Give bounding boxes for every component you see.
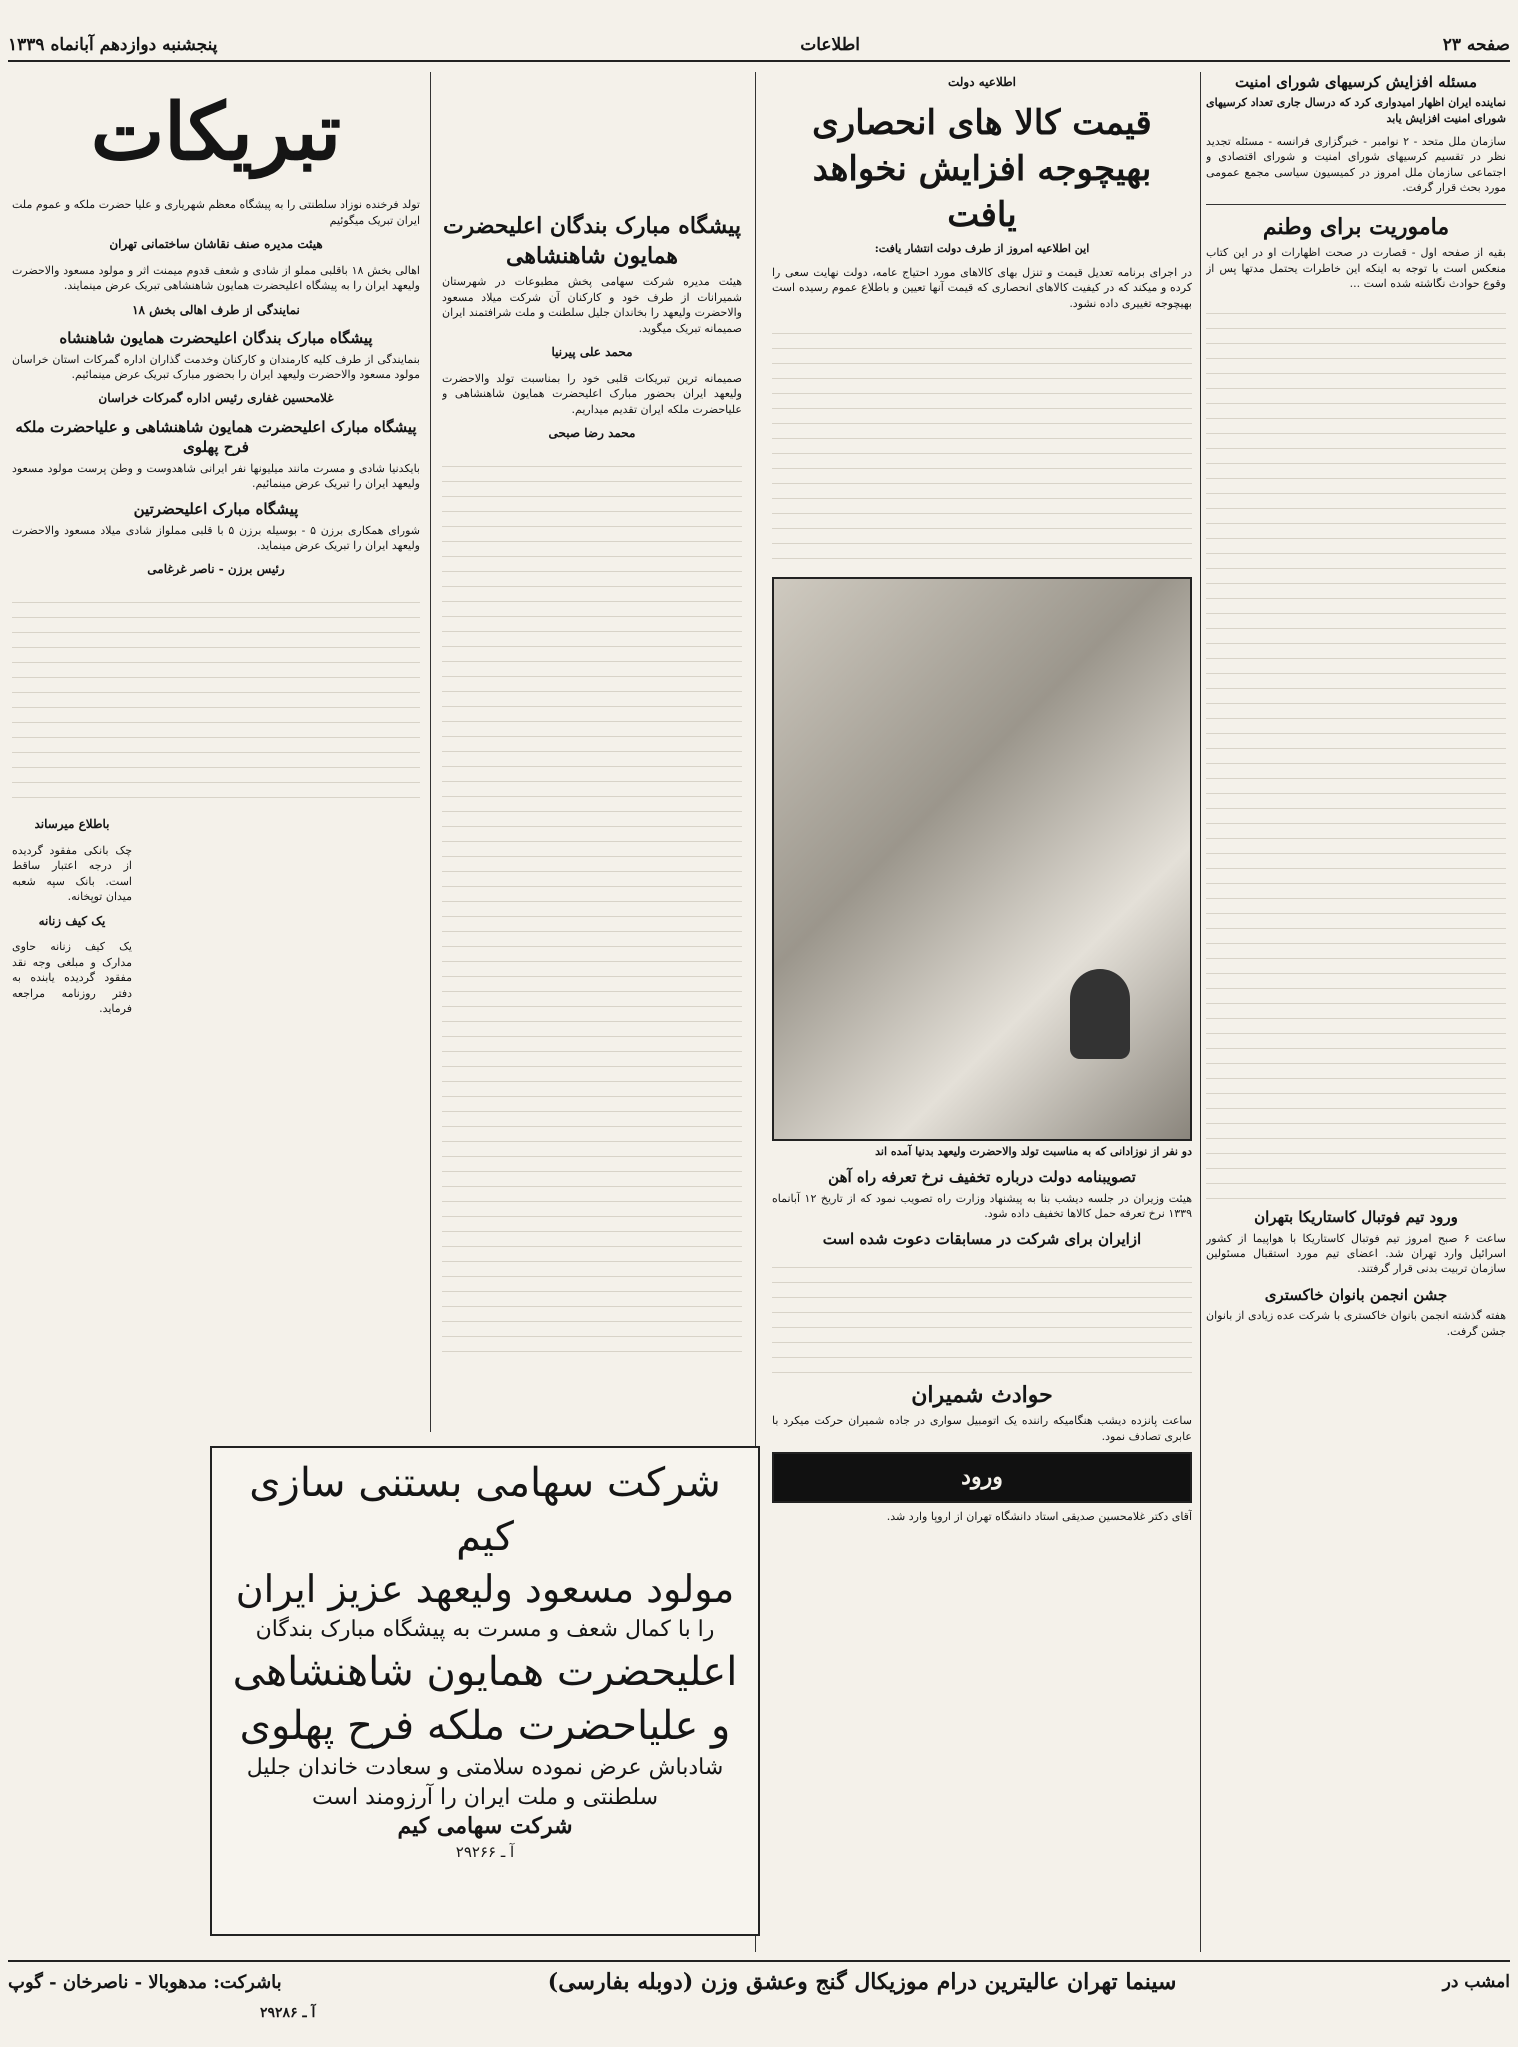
kim-ice-cream-ad <box>210 1446 760 1936</box>
article-title: پیشگاه مبارک اعلیحضرت همایون شاهنشاهی و علیاحضرت ملکه فرح پهلوی <box>15 418 417 457</box>
article-body: بایکدنیا شادی و مسرت مانند میلیونها نفر ایرانی شاهدوست و وطن پرست مولود مسعود ولیعهد ایران را تبریک عرض مینمائیم. <box>12 461 420 491</box>
ad-line: اعلیحضرت همایون شاهنشاهی <box>232 1648 738 1695</box>
notice-tag: اطلاعیه دولت <box>947 75 1016 89</box>
cinema-prefix: امشب در <box>1442 1972 1510 1992</box>
article-title: جشن انجمن بانوان خاکستری <box>1264 1285 1448 1304</box>
article-body: سازمان ملل متحد - ۲ نوامبر - خبرگزاری فرانسه - مسئله تجدید نظر در تقسیم کرسیهای شورای امنیت و شورای اقتصادی و اجتماعی سازمان ملل امروز در کمیسیون سیاسی مجمع عمومی مورد بحث قرار گرفت. <box>1206 135 1506 195</box>
ad-line: مولود مسعود ولیعهد عزیز ایران <box>235 1567 735 1611</box>
article-title: تصویبنامه دولت درباره تخفیف نرخ تعرفه راه آهن <box>828 1168 1136 1187</box>
column-center-right <box>772 72 1192 1952</box>
article-body: در اجرای برنامه تعدیل قیمت و تنزل بهای کالاهای مورد احتیاج عامه، دولت نهایت سعی را کرده و میکند که در کیفیت کالاهای انحصاری که قیمت آنها تعیین و باطلاع عموم رسیده است بهیچوجه تغییری داده نشود. <box>772 265 1192 310</box>
photo-caption: دو نفر از نوزادانی که به مناسبت تولد والاحضرت ولیعهد بدنیا آمده اند <box>875 1145 1192 1159</box>
article-body: بقیه از صفحه اول - قصارت در صحت اظهارات او در این کتاب منعکس است با توجه به اینکه این خاطرات یحتمل مدتها پس از وقوع حوادث نگاشته شده است ... <box>1206 246 1506 291</box>
cinema-cast: باشرکت: مدهوبالا - ناصرخان - گوپ <box>8 1971 282 1993</box>
cinema-ad-bar <box>8 1960 1510 2002</box>
article-body: ساعت ۶ صبح امروز تیم فوتبال کاستاریکا با هواپیما از کشور اسرائیل وارد تهران شد. اعضای تیم مورد استقبال مسئولین سازمان تربیت بدنی قرار گرفتند. <box>1206 1231 1506 1276</box>
article-title: ماموریت برای وطنم <box>1262 213 1450 240</box>
signature: رئیس برزن - ناصر غرغامی <box>147 562 285 577</box>
microphone-icon <box>1070 969 1130 1059</box>
headline: قیمت کالا های انحصاری <box>812 102 1152 143</box>
article-body: هیئت مدیره شرکت سهامی پخش مطبوعات در شهرستان شمیرانات از طرف خود و کارکنان آن شرکت میلاد مسعود والاحضرت ولیعهد را بخاندان جلیل سلطنت و ملت شرافتمند ایران صمیمانه تبریک میگوید. <box>442 275 742 335</box>
article-body: شورای همکاری برزن ۵ - بوسیله برزن ۵ با قلبی مملواز شادی میلاد مسعود والاحضرت ولیعهد ایران را تبریک عرض مینماید. <box>12 523 420 553</box>
article-title: پیشگاه مبارک اعلیحضرتین <box>133 500 299 519</box>
article-title: مسئله افزایش کرسیهای شورای امنیت <box>1234 73 1478 91</box>
text-block <box>12 588 420 808</box>
article-title: ازایران برای شرکت در مسابقات دعوت شده است <box>822 1230 1142 1249</box>
article-body: تولد فرخنده نوزاد سلطنتی را به پیشگاه معظم شهریاری و علیا حضرت ملکه و عموم ملت ایران تبریک میگوئیم <box>12 198 420 227</box>
page-header <box>8 30 1510 62</box>
ad-code: آ ـ ۲۹۲۶۶ <box>455 1843 515 1862</box>
classified-title: یک کیف زنانه <box>38 913 106 928</box>
signature: محمد علی پیرنیا <box>551 344 633 359</box>
classified-body: چک بانکی مفقود گردیده از درجه اعتبار ساقط است. بانک سپه شعبه میدان توپخانه. <box>12 844 132 904</box>
ad-line: و علیاحضرت ملکه فرح پهلوی <box>239 1702 731 1749</box>
ad-line: شادباش عرض نموده سلامتی و سعادت خاندان جلیل سلطنتی و ملت ایران را آرزومند است <box>246 1754 724 1810</box>
article-title: حوادث شمیران <box>911 1381 1053 1408</box>
babies-photo <box>772 577 1192 1141</box>
signature: غلامحسین غفاری رئیس اداره گمرکات خراسان <box>98 391 334 406</box>
page-number: صفحه ۲۳ <box>1442 35 1510 55</box>
article-title: ورود تیم فوتبال کاستاریکا بتهران <box>1254 1208 1458 1227</box>
issue-date: پنجشنبه دوازدهم آبانماه ۱۳۳۹ <box>8 35 218 55</box>
classified-body: یک کیف زنانه حاوی مدارک و مبلغی وجه نقد مفقود گردیده یابنده به دفتر روزنامه مراجعه فرماید. <box>12 940 132 1015</box>
article-body: اهالی بخش ۱۸ باقلبی مملو از شادی و شعف قدوم میمنت اثر و مولود مسعود والاحضرت ولیعهد ایران را به پیشگاه اعلیحضرت همایون شاهنشاهی تبریک عرض مینمایند. <box>12 263 420 293</box>
article-body: ساعت پانزده دیشب هنگامیکه راننده یک اتومبیل سواری در جاده شمیران حرکت میکرد با عابری تصادف نمود. <box>772 1414 1192 1443</box>
article-body: صمیمانه ترین تبریکات قلبی خود را بمناسبت تولد والاحضرت ولیعهد ایران بحضور مبارک اعلیحضرت همایون شاهنشاهی و علیاحضرت ملکه ایران تقدیم میداریم. <box>442 371 742 416</box>
ad-line: را با کمال شعف و مسرت به پیشگاه مبارک بندگان <box>255 1617 715 1643</box>
signature: محمد رضا صبحی <box>548 425 636 440</box>
article-title: پیشگاه مبارک بندگان اعلیحضرت همایون شاهنشاه <box>59 329 373 348</box>
ad-signature: شرکت سهامی کیم <box>397 1813 573 1840</box>
headline: بهیچوجه افزایش نخواهد یافت <box>812 148 1152 235</box>
ad-line: شرکت سهامی بستنی سازی کیم <box>249 1460 721 1560</box>
text-block <box>1206 299 1506 1199</box>
cinema-title: سینما تهران عالیترین درام موزیکال گنج وعشق وزن (دوبله بفارسی) <box>547 1969 1177 1995</box>
article-subtitle: نماینده ایران اظهار امیدواری کرد که درسال جاری تعداد کرسیهای شورای امنیت افزایش یابد <box>1206 96 1506 125</box>
text-block <box>772 319 1192 569</box>
article-lead: این اطلاعیه امروز از طرف دولت انتشار یافت: <box>874 242 1090 256</box>
article-body: بنمایندگی از طرف کلیه کارمندان و کارکنان وخدمت گذاران اداره گمرکات استان خراسان مولود مسعود والاحضرت ولیعهد ایران را بحضور مبارک تبریک عرض مینمائیم. <box>12 352 420 381</box>
article-title: پیشگاه مبارک بندگان اعلیحضرت همایون شاهنشاهی <box>442 213 742 269</box>
article-body: هیئت وزیران در جلسه دیشب بنا به پیشنهاد وزارت راه تصویب نمود که از تاریخ ۱۲ آبانماه ۱۳۳۹ نرخ تعرفه حمل کالاها تخفیف داده شود. <box>772 1191 1192 1221</box>
column-right <box>1206 72 1506 1952</box>
cinema-code: آ ـ ۲۹۲۸۶ <box>260 2005 316 2021</box>
arrival-box: ورود <box>772 1452 1192 1503</box>
article-body: هفته گذشته انجمن بانوان خاکستری با شرکت عده زیادی از بانوان جشن گرفت. <box>1206 1309 1506 1338</box>
signature: نمایندگی از طرف اهالی بخش ۱۸ <box>132 302 300 317</box>
newspaper-name: اطلاعات <box>800 35 860 55</box>
masthead: تبریکات <box>90 87 342 178</box>
text-block <box>442 452 742 1352</box>
text-block <box>772 1253 1192 1373</box>
article-body: آقای دکتر غلامحسین صدیقی استاد دانشگاه تهران از اروپا وارد شد. <box>886 1509 1192 1523</box>
classified-title: باطلاع میرساند <box>34 817 110 832</box>
classifieds <box>12 816 132 1016</box>
signature: هیئت مدیره صنف نقاشان ساختمانی تهران <box>109 236 323 251</box>
